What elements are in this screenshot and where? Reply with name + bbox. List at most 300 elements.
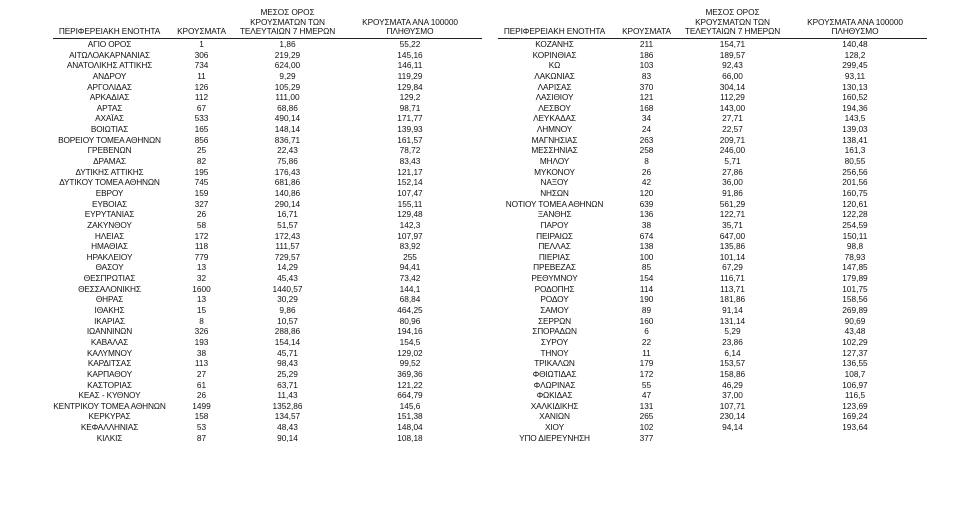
- avg7-cell: 90,14: [277, 432, 298, 443]
- avg7-cell: 35,71: [722, 219, 743, 230]
- area-cell: ΜΕΣΣΗΝΙΑΣ: [531, 145, 578, 156]
- table-row: [498, 422, 927, 433]
- table-row: [53, 156, 482, 167]
- cases-cell: 32: [196, 273, 207, 284]
- avg7-cell: 46,29: [722, 379, 743, 390]
- avg7-cell: 94,14: [722, 422, 743, 433]
- area-cell: ΑΡΓΟΛΙΔΑΣ: [87, 81, 132, 92]
- area-cell: ΦΩΚΙΔΑΣ: [536, 390, 573, 401]
- table-row: [53, 103, 482, 114]
- cases-cell: 11: [642, 347, 651, 358]
- area-cell: ΛΕΣΒΟΥ: [538, 102, 571, 113]
- avg7-cell: 27,86: [722, 166, 743, 177]
- cases-cell: 377: [639, 432, 654, 443]
- avg7-cell: 1440,57: [272, 283, 303, 294]
- table-row: [498, 124, 927, 135]
- cases-cell: 47: [641, 390, 652, 401]
- table-row: [498, 411, 927, 422]
- avg7-cell: 246,00: [719, 145, 746, 156]
- per100k-cell: [783, 433, 927, 444]
- table-row: [53, 135, 482, 146]
- table-header: [498, 2, 927, 39]
- area-cell: ΛΕΥΚΑΔΑΣ: [533, 113, 576, 124]
- per100k-cell: 123,69: [842, 400, 868, 411]
- cases-cell: 136: [639, 209, 654, 220]
- table-row: [498, 156, 927, 167]
- area-cell: ΧΑΛΚΙΔΙΚΗΣ: [530, 400, 579, 411]
- cases-cell: 11: [197, 70, 206, 81]
- per100k-cell: 138,41: [842, 134, 868, 145]
- cases-cell: 1: [199, 39, 204, 49]
- area-cell: ΧΙΟΥ: [545, 422, 564, 433]
- table-row: [498, 135, 927, 146]
- area-cell: ΚΑΡΠΑΘΟΥ: [87, 368, 132, 379]
- table-row: [53, 422, 482, 433]
- table-row: [53, 231, 482, 242]
- per100k-cell: 80,96: [399, 315, 421, 326]
- cases-cell: 83: [641, 70, 652, 81]
- cases-cell: 195: [194, 166, 209, 177]
- table-row: [498, 39, 927, 50]
- per100k-cell: 120,61: [842, 198, 868, 209]
- table-row: [498, 199, 927, 210]
- table-row: [498, 177, 927, 188]
- avg7-cell: 25,29: [277, 368, 298, 379]
- table-row: [498, 273, 927, 284]
- avg7-cell: 11,43: [277, 390, 298, 401]
- area-cell: ΤΡΙΚΑΛΩΝ: [534, 358, 575, 369]
- per100k-cell: 254,59: [842, 219, 868, 230]
- area-cell: ΣΑΜΟΥ: [540, 305, 569, 316]
- avg7-cell: 729,57: [274, 251, 301, 262]
- area-cell: ΜΑΓΝΗΣΙΑΣ: [531, 134, 578, 145]
- table-row: [498, 380, 927, 391]
- table-row: [53, 82, 482, 93]
- table-row: [498, 294, 927, 305]
- cases-cell: 172: [639, 368, 654, 379]
- avg7-cell: 148,14: [274, 124, 301, 135]
- area-cell: ΠΡΕΒΕΖΑΣ: [533, 262, 576, 273]
- cases-cell: 160: [639, 315, 654, 326]
- area-cell: ΙΩΑΝΝΙΝΩΝ: [86, 326, 133, 337]
- per100k-cell: 193,64: [842, 422, 868, 433]
- cases-cell: 27: [196, 368, 207, 379]
- table-row: [53, 167, 482, 178]
- per100k-cell: 269,89: [842, 305, 868, 316]
- avg7-cell: 10,57: [277, 315, 298, 326]
- area-cell: ΚΕΑΣ - ΚΥΘΝΟΥ: [78, 390, 141, 401]
- per100k-cell: 148,04: [397, 422, 423, 433]
- table-body: [498, 39, 927, 443]
- cases-table-right: [498, 2, 927, 443]
- area-cell: ΔΥΤΙΚΗΣ ΑΤΤΙΚΗΣ: [75, 166, 144, 177]
- table-row: [498, 252, 927, 263]
- header-area: ΠΕΡΙΦΕΡΕΙΑΚΗ ΕΝΟΤΗΤΑ: [503, 26, 606, 37]
- cases-cell: 179: [639, 358, 654, 369]
- table-row: [53, 401, 482, 412]
- area-cell: ΠΙΕΡΙΑΣ: [538, 251, 571, 262]
- per100k-cell: 93,11: [844, 70, 866, 81]
- per100k-cell: 255: [403, 251, 417, 262]
- per100k-cell: 139,93: [397, 124, 423, 135]
- cases-cell: 26: [196, 209, 207, 220]
- header-avg7: ΜΕΣΟΣ ΟΡΟΣ ΚΡΟΥΣΜΑΤΩΝ ΤΩΝ ΤΕΛΕΥΤΑΙΩΝ 7 ΗΜΕΡΩΝ: [239, 7, 336, 37]
- per100k-cell: 160,75: [842, 187, 868, 198]
- area-cell: ΚΟΡΙΝΘΙΑΣ: [532, 49, 577, 60]
- table-row: [498, 71, 927, 82]
- area-cell: ΗΜΑΘΙΑΣ: [91, 241, 128, 252]
- per100k-cell: 201,56: [842, 177, 868, 188]
- area-cell: ΡΕΘΥΜΝΟΥ: [531, 273, 578, 284]
- per100k-cell: 146,11: [397, 60, 423, 71]
- area-cell: ΠΕΛΛΑΣ: [538, 241, 571, 252]
- cases-cell: 8: [644, 156, 649, 167]
- table-row: [498, 103, 927, 114]
- avg7-cell: 140,86: [274, 187, 301, 198]
- table-header: [53, 2, 482, 39]
- area-cell: ΣΕΡΡΩΝ: [537, 315, 572, 326]
- per100k-cell: 121,17: [397, 166, 423, 177]
- table-row: [53, 390, 482, 401]
- area-cell: ΓΡΕΒΕΝΩΝ: [87, 145, 132, 156]
- cases-cell: 58: [196, 219, 207, 230]
- table-row: [53, 209, 482, 220]
- table-row: [498, 284, 927, 295]
- cases-cell: 67: [196, 102, 207, 113]
- table-row: [53, 348, 482, 359]
- avg7-cell: 189,57: [719, 49, 746, 60]
- table-row: [53, 113, 482, 124]
- per100k-cell: 299,45: [842, 60, 868, 71]
- cases-cell: 190: [639, 294, 654, 305]
- avg7-cell: 158,86: [719, 368, 746, 379]
- area-cell: ΑΡΤΑΣ: [96, 102, 123, 113]
- area-cell: ΒΟΡΕΙΟΥ ΤΟΜΕΑ ΑΘΗΝΩΝ: [58, 134, 161, 145]
- cases-cell: 24: [641, 124, 652, 135]
- per100k-cell: 78,93: [844, 251, 866, 262]
- area-cell: ΚΑΣΤΟΡΙΑΣ: [87, 379, 132, 390]
- per100k-cell: 78,72: [399, 145, 421, 156]
- per100k-cell: 130,13: [842, 81, 868, 92]
- cases-cell: 168: [639, 102, 654, 113]
- per100k-cell: 108,18: [397, 432, 423, 443]
- per100k-cell: 161,3: [844, 145, 866, 156]
- avg7-cell: 1,86: [279, 39, 296, 49]
- cases-table-left: [53, 2, 482, 443]
- avg7-cell: 30,29: [277, 294, 298, 305]
- table-row: [53, 326, 482, 337]
- per100k-cell: 179,89: [842, 273, 868, 284]
- area-cell: ΚΕΝΤΡΙΚΟΥ ΤΟΜΕΑ ΑΘΗΝΩΝ: [53, 400, 166, 411]
- cases-cell: 25: [196, 145, 207, 156]
- per100k-cell: 160,52: [842, 92, 868, 103]
- table-row: [53, 199, 482, 210]
- header-cases: ΚΡΟΥΣΜΑΤΑ: [177, 26, 226, 37]
- per100k-cell: 129,02: [397, 347, 423, 358]
- cases-cell: 326: [194, 326, 209, 337]
- avg7-cell: 14,29: [277, 262, 298, 273]
- avg7-cell: 647,00: [719, 230, 746, 241]
- table-row: [498, 145, 927, 156]
- cases-cell: 138: [639, 241, 654, 252]
- area-cell: ΚΕΦΑΛΛΗΝΙΑΣ: [80, 422, 139, 433]
- cases-cell: 87: [196, 432, 207, 443]
- per100k-cell: 154,5: [399, 336, 421, 347]
- avg7-cell: 836,71: [274, 134, 301, 145]
- cases-cell: 55: [641, 379, 652, 390]
- cases-cell: 6: [644, 326, 649, 337]
- header-avg7: ΜΕΣΟΣ ΟΡΟΣ ΚΡΟΥΣΜΑΤΩΝ ΤΩΝ ΤΕΛΕΥΤΑΙΩΝ 7 ΗΜΕΡΩΝ: [684, 7, 781, 37]
- avg7-cell: 111,00: [275, 92, 300, 103]
- area-cell: ΛΑΡΙΣΑΣ: [537, 81, 572, 92]
- avg7-cell: 624,00: [274, 60, 301, 71]
- cases-cell: 103: [639, 60, 654, 71]
- area-cell: ΑΓΙΟ ΟΡΟΣ: [87, 39, 132, 49]
- area-cell: ΣΥΡΟΥ: [540, 336, 569, 347]
- area-cell: ΦΛΩΡΙΝΑΣ: [533, 379, 576, 390]
- avg7-cell: 36,00: [722, 177, 743, 188]
- table-row: [498, 82, 927, 93]
- area-cell: ΑΙΤΩΛΟΑΚΑΡΝΑΝΙΑΣ: [69, 49, 150, 60]
- table-row: [53, 177, 482, 188]
- avg7-cell: [682, 433, 783, 444]
- table-row: [53, 380, 482, 391]
- avg7-cell: 98,43: [277, 358, 298, 369]
- avg7-cell: 107,71: [719, 400, 746, 411]
- per100k-cell: 143,5: [844, 113, 866, 124]
- area-cell: ΘΕΣΣΑΛΟΝΙΚΗΣ: [78, 283, 141, 294]
- avg7-cell: 135,86: [719, 241, 746, 252]
- cases-cell: 61: [196, 379, 207, 390]
- per100k-cell: 83,43: [399, 156, 421, 167]
- area-cell: ΚΑΒΑΛΑΣ: [90, 336, 129, 347]
- avg7-cell: 6,14: [724, 347, 741, 358]
- cases-cell: 1600: [192, 283, 211, 294]
- avg7-cell: 9,29: [279, 70, 296, 81]
- area-cell: ΛΑΚΩΝΙΑΣ: [534, 70, 575, 81]
- per100k-cell: 108,7: [844, 368, 866, 379]
- avg7-cell: 209,71: [719, 134, 746, 145]
- table-row: [53, 39, 482, 50]
- per100k-cell: 155,11: [397, 198, 423, 209]
- header-area: ΠΕΡΙΦΕΡΕΙΑΚΗ ΕΝΟΤΗΤΑ: [58, 26, 161, 37]
- cases-cell: 113: [194, 358, 209, 369]
- header-per100k: ΚΡΟΥΣΜΑΤΑ ΑΝΑ 100000 ΠΛΗΘΥΣΜΟ: [362, 16, 458, 37]
- table-row: [53, 305, 482, 316]
- cases-cell: 131: [639, 400, 654, 411]
- cases-cell: 193: [194, 336, 209, 347]
- area-cell: ΚΑΛΥΜΝΟΥ: [87, 347, 132, 358]
- avg7-cell: 92,43: [722, 60, 743, 71]
- table-row: [53, 262, 482, 273]
- avg7-cell: 9,86: [279, 305, 296, 316]
- avg7-cell: 101,14: [719, 251, 746, 262]
- cases-cell: 26: [641, 166, 652, 177]
- per100k-cell: 122,28: [842, 209, 868, 220]
- cases-cell: 15: [196, 305, 207, 316]
- table-row: [498, 305, 927, 316]
- per100k-cell: 98,8: [846, 241, 864, 252]
- cases-cell: 327: [194, 198, 209, 209]
- area-cell: ΜΥΚΟΝΟΥ: [534, 166, 575, 177]
- cases-cell: 734: [194, 60, 209, 71]
- area-cell: ΛΗΜΝΟΥ: [536, 124, 573, 135]
- avg7-cell: 131,14: [719, 315, 746, 326]
- per100k-cell: 116,5: [844, 390, 866, 401]
- table-row: [498, 60, 927, 71]
- area-cell: ΡΟΔΟΥ: [540, 294, 569, 305]
- cases-cell: 745: [194, 177, 209, 188]
- area-cell: ΞΑΝΘΗΣ: [537, 209, 572, 220]
- per100k-cell: 256,56: [842, 166, 868, 177]
- area-cell: ΠΑΡΟΥ: [540, 219, 569, 230]
- area-cell: ΖΑΚΥΝΘΟΥ: [87, 219, 132, 230]
- avg7-cell: 116,71: [720, 273, 745, 284]
- per100k-cell: 158,56: [842, 294, 868, 305]
- per100k-cell: 101,75: [842, 283, 868, 294]
- area-cell: ΝΗΣΩΝ: [540, 187, 569, 198]
- per100k-cell: 73,42: [399, 273, 421, 284]
- cases-cell: 53: [196, 422, 207, 433]
- area-cell: ΧΑΝΙΩΝ: [539, 411, 570, 422]
- area-cell: ΚΕΡΚΥΡΑΣ: [88, 411, 131, 422]
- table-row: [498, 316, 927, 327]
- avg7-cell: 45,43: [277, 273, 298, 284]
- per100k-cell: 140,48: [842, 39, 868, 49]
- area-cell: ΗΡΑΚΛΕΙΟΥ: [86, 251, 133, 262]
- cases-cell: 112: [194, 92, 209, 103]
- avg7-cell: 230,14: [719, 411, 746, 422]
- area-cell: ΘΕΣΠΡΩΤΙΑΣ: [83, 273, 136, 284]
- table-row: [53, 337, 482, 348]
- cases-cell: 26: [196, 390, 207, 401]
- cases-cell: 34: [641, 113, 652, 124]
- cases-cell: 159: [194, 187, 209, 198]
- area-cell: ΤΗΝΟΥ: [540, 347, 569, 358]
- cases-cell: 114: [639, 283, 654, 294]
- avg7-cell: 561,29: [719, 198, 746, 209]
- avg7-cell: 22,57: [722, 124, 743, 135]
- per100k-cell: 151,38: [397, 411, 423, 422]
- per100k-cell: 129,84: [397, 81, 423, 92]
- per100k-cell: 106,97: [842, 379, 868, 390]
- cases-cell: 263: [639, 134, 654, 145]
- area-cell: ΚΟΖΑΝΗΣ: [535, 39, 574, 49]
- area-cell: ΑΡΚΑΔΙΑΣ: [89, 92, 130, 103]
- avg7-cell: 91,86: [722, 187, 743, 198]
- area-cell: ΘΑΣΟΥ: [95, 262, 124, 273]
- cases-cell: 89: [641, 305, 652, 316]
- avg7-cell: 113,71: [720, 283, 745, 294]
- per100k-cell: 102,29: [842, 336, 868, 347]
- cases-cell: 8: [199, 315, 204, 326]
- avg7-cell: 143,00: [719, 102, 746, 113]
- avg7-cell: 91,14: [722, 305, 743, 316]
- table-row: [498, 348, 927, 359]
- cases-cell: 38: [196, 347, 207, 358]
- avg7-cell: 75,86: [277, 156, 298, 167]
- cases-cell: 126: [194, 81, 209, 92]
- avg7-cell: 490,14: [274, 113, 301, 124]
- cases-cell: 120: [639, 187, 654, 198]
- per100k-cell: 94,41: [399, 262, 421, 273]
- per100k-cell: 144,1: [399, 283, 421, 294]
- area-cell: ΒΟΙΩΤΙΑΣ: [90, 124, 129, 135]
- table-row: [498, 433, 927, 444]
- area-cell: ΑΝΑΤΟΛΙΚΗΣ ΑΤΤΙΚΗΣ: [66, 60, 153, 71]
- per100k-cell: 43,48: [844, 326, 866, 337]
- avg7-cell: 219,29: [274, 49, 301, 60]
- table-row: [53, 369, 482, 380]
- avg7-cell: 37,00: [722, 390, 743, 401]
- area-cell: ΚΩ: [548, 60, 561, 71]
- avg7-cell: 181,86: [719, 294, 746, 305]
- table-row: [53, 316, 482, 327]
- per100k-cell: 169,24: [842, 411, 868, 422]
- area-cell: ΝΑΞΟΥ: [540, 177, 569, 188]
- avg7-cell: 153,57: [719, 358, 746, 369]
- per100k-cell: 464,25: [397, 305, 423, 316]
- table-row: [53, 60, 482, 71]
- avg7-cell: 112,29: [720, 92, 745, 103]
- avg7-cell: 154,71: [719, 39, 746, 49]
- per100k-cell: 194,36: [842, 102, 868, 113]
- table-row: [53, 50, 482, 61]
- cases-cell: 186: [639, 49, 654, 60]
- table-row: [53, 145, 482, 156]
- avg7-cell: 5,29: [724, 326, 741, 337]
- table-row: [498, 220, 927, 231]
- area-cell: ΕΥΡΥΤΑΝΙΑΣ: [84, 209, 135, 220]
- cases-cell: 533: [194, 113, 209, 124]
- area-cell: ΔΥΤΙΚΟΥ ΤΟΜΕΑ ΑΘΗΝΩΝ: [59, 177, 160, 188]
- cases-cell: 118: [194, 241, 209, 252]
- area-cell: ΕΥΒΟΙΑΣ: [92, 198, 127, 209]
- per100k-cell: 99,52: [399, 358, 421, 369]
- per100k-cell: 107,47: [397, 187, 423, 198]
- table-row: [498, 113, 927, 124]
- avg7-cell: 22,43: [277, 145, 298, 156]
- table-row: [53, 294, 482, 305]
- avg7-cell: 111,57: [275, 241, 300, 252]
- area-cell: ΥΠΟ ΔΙΕΡΕΥΝΗΣΗ: [519, 432, 590, 443]
- per100k-cell: 147,85: [842, 262, 868, 273]
- area-cell: ΘΗΡΑΣ: [95, 294, 124, 305]
- area-cell: ΑΧΑΪΑΣ: [95, 113, 124, 124]
- avg7-cell: 68,86: [277, 102, 298, 113]
- cases-cell: 13: [196, 294, 207, 305]
- avg7-cell: 66,00: [722, 70, 743, 81]
- table-row: [53, 411, 482, 422]
- table-row: [498, 92, 927, 103]
- per100k-cell: 129,48: [397, 209, 423, 220]
- header-cases: ΚΡΟΥΣΜΑΤΑ: [622, 26, 671, 37]
- cases-cell: 258: [639, 145, 654, 156]
- avg7-cell: 63,71: [277, 379, 298, 390]
- per100k-cell: 128,2: [844, 49, 866, 60]
- table-row: [53, 124, 482, 135]
- avg7-cell: 681,86: [274, 177, 301, 188]
- per100k-cell: 194,16: [397, 326, 423, 337]
- avg7-cell: 154,14: [274, 336, 301, 347]
- area-cell: ΜΗΛΟΥ: [539, 156, 570, 167]
- avg7-cell: 176,43: [274, 166, 301, 177]
- avg7-cell: 290,14: [274, 198, 301, 209]
- per100k-cell: 161,57: [397, 134, 423, 145]
- avg7-cell: 27,71: [722, 113, 743, 124]
- cases-cell: 38: [641, 219, 652, 230]
- per100k-cell: 107,97: [397, 230, 423, 241]
